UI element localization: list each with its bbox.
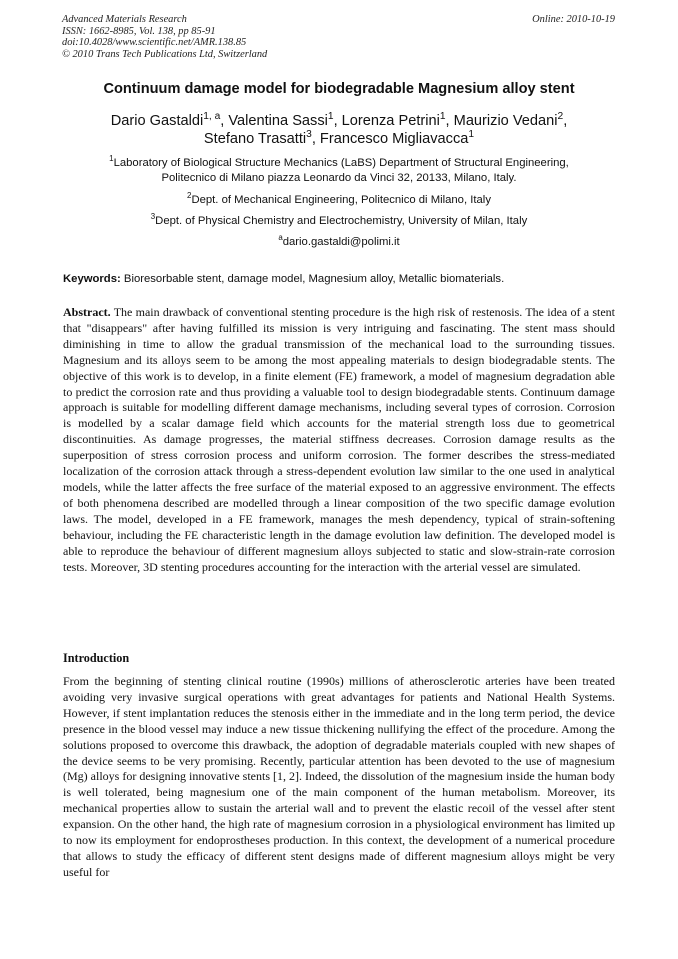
- affiliation-sup: 2: [187, 191, 192, 201]
- author-name: , Maurizio Vedani: [445, 113, 558, 129]
- affiliation-text: Laboratory of Biological Structure Mechanics (LaBS) Department of Structural Engineering,: [113, 157, 569, 169]
- affiliation-text: Dept. of Mechanical Engineering, Politecnico di Milano, Italy: [191, 194, 491, 206]
- abstract: [63, 305, 615, 575]
- journal-header: [62, 14, 422, 60]
- affiliation-text: Politecnico di Milano piazza Leonardo da Vinci 32, 20133, Milano, Italy.: [161, 171, 517, 184]
- issn-line: ISSN: 1662-8985, Vol. 138, pp 85-91: [62, 25, 216, 37]
- online-date: Online: 2010-10-19: [532, 14, 615, 25]
- abstract-text: The main drawback of conventional stenting procedure is the high risk of restenosis. The idea of a stent that "disappears" after having fulfilled its mission is very intriguing and fascinating. The stent mass should diminishing in time to allow the gradual transmission of the mechanical load to the surrounding tissues. Magnesium and its alloys seem to be among the most appealing materials to design biodegradable stents. The objective of this work is to develop, in a finite element (FE) framework, a model of magnesium degradation able to predict the corrosion rate and thus providing a valuable tool to design biodegradable stents. Continuum damage approach is suitable for modelling different damage mechanisms, including several types of corrosion. Corrosion is modelled by a scalar damage field which accounts for the material strength loss due to geometrical discontinuities. As damage progresses, the material stiffness decreases. Corrosion damage results as the superposition of stress corrosion process and uniform corrosion. The former describes the stress-mediated localization of the corrosion attack through a stress-dependent evolution law similar to the one used in analytical models, while the latter affects the free surface of the material exposed to an aggressive environment. The effects of both phenomena described are modelled through a linear composition of the two specific damage evolution laws. The model, developed in a FE framework, manages the mesh dependency, typical of strain-softening behaviour, including the FE characteristic length in the damage evolution law definition. The developed model is able to reproduce the behaviour of different magnesium alloys subjected to static and slow-strain-rate corrosion tests. Moreover, 3D stenting procedures accounting for the interaction with the arterial vessel are simulated.: [63, 305, 615, 574]
- keywords-label: Keywords:: [63, 273, 121, 285]
- affiliation-3: [40, 214, 638, 229]
- author-separator: ,: [563, 113, 568, 129]
- author-name: , Lorenza Petrini: [333, 113, 440, 129]
- author-list: [40, 112, 638, 148]
- affiliation-sup: 1: [109, 154, 114, 164]
- author-sup: 1: [468, 129, 475, 141]
- introduction-heading: Introduction: [63, 651, 130, 665]
- keywords: [63, 272, 619, 286]
- keywords-text: Bioresorbable stent, damage model, Magnesium alloy, Metallic biomaterials.: [120, 273, 505, 285]
- author-email: [40, 235, 638, 250]
- author-sup: 3: [306, 129, 312, 141]
- affiliation-2: [40, 193, 638, 208]
- author-line-1: [40, 112, 638, 130]
- affiliation-sup: 3: [150, 212, 156, 222]
- email-sup: a: [278, 233, 283, 243]
- copyright-line: © 2010 Trans Tech Publications Ltd, Switzerland: [62, 48, 268, 60]
- email-text: dario.gastaldi@polimi.it: [282, 236, 400, 248]
- abstract-label: Abstract.: [63, 305, 111, 319]
- author-name: Dario Gastaldi: [110, 113, 204, 129]
- author-name: , Francesco Migliavacca: [311, 131, 469, 147]
- affiliation-1: [40, 156, 638, 185]
- author-name: , Valentina Sassi: [220, 113, 328, 129]
- affiliation-text: Dept. of Physical Chemistry and Electrochemistry, University of Milan, Italy: [155, 215, 528, 227]
- doi-line: doi:10.4028/www.scientific.net/AMR.138.85: [62, 37, 247, 49]
- author-line-2: [40, 130, 638, 148]
- author-sup: 1: [327, 111, 334, 123]
- paper-title: Continuum damage model for biodegradable Magnesium alloy stent: [103, 81, 575, 97]
- author-name: Stefano Trasatti: [203, 131, 307, 147]
- introduction-text: From the beginning of stenting clinical routine (1990s) millions of atherosclerotic arteries have been treated avoiding very invasive surgical operations with great advantages for patients and National Health Systems. However, if stent implantation reduces the stenosis either in the immediate and in the long term period, the device presence in the blood vessel may induce a new tissue thickening nullifying the effect of the procedure. Among the solutions proposed to overcome this drawback, the adoption of degradable materials coupled with new shapes of the device seems to be very promising. Recently, particular attention has been devoted to the use of magnesium (Mg) alloys for designing innovative stents [1, 2]. Indeed, the dissolution of the magnesium inside the human body is well tolerated, being magnesium one of the main component of the human metabolism. Moreover, its mechanical properties allow to sustain the arterial wall and to prevent the elastic recoil of the vessel after stent expansion. On the other hand, the high rate of magnesium corrosion in a physiological environment has limited up to now its employment for endoprostheses production. In this context, the development of a numerical procedure that allows to study the efficacy of different stent designs made of different magnesium alloys might be very useful for: [63, 674, 615, 879]
- author-sup: 1: [439, 111, 446, 123]
- journal-name: Advanced Materials Research: [62, 14, 187, 25]
- author-sup: 2: [557, 111, 564, 123]
- author-sup: 1, a: [203, 111, 221, 123]
